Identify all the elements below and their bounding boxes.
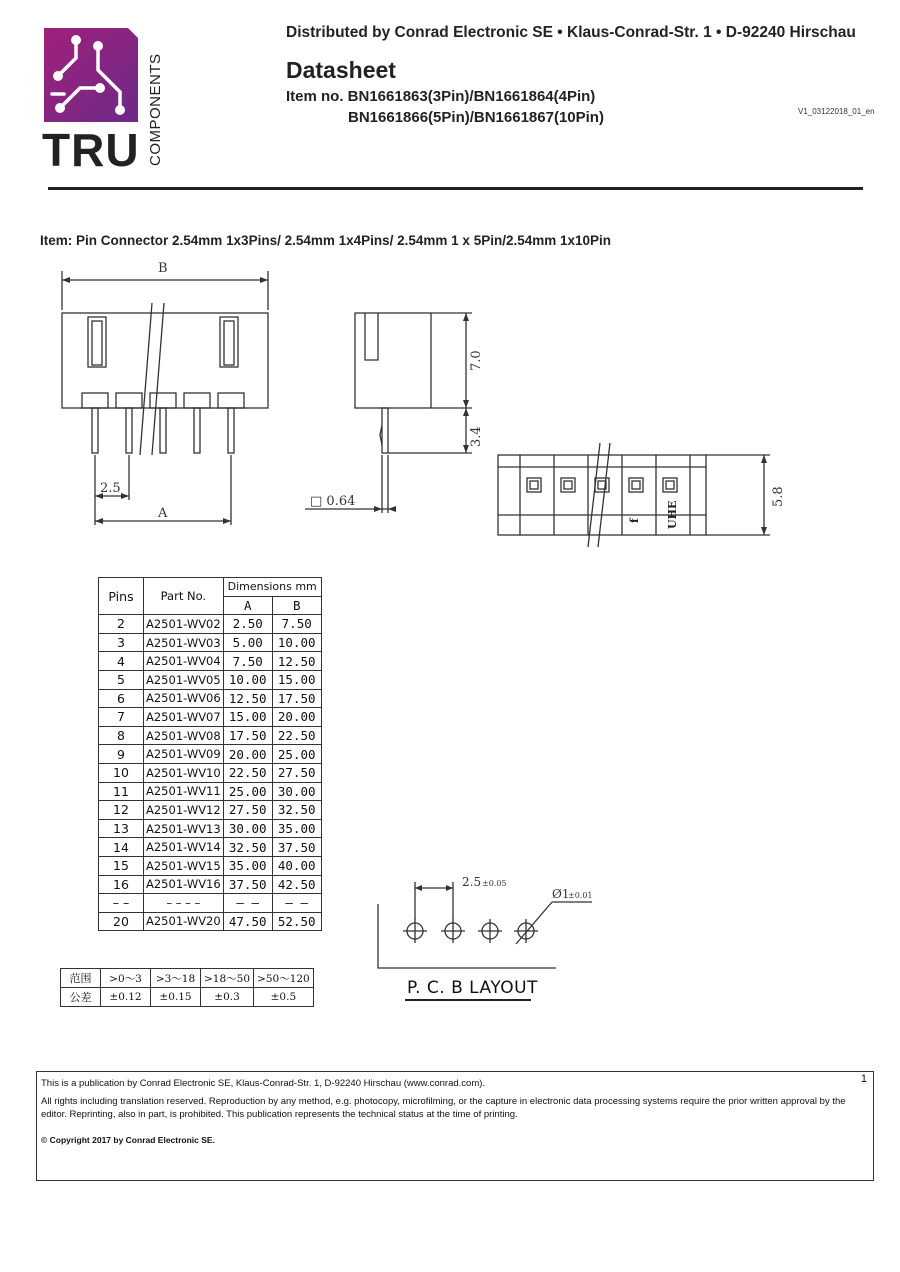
dim-a-cell: 25.00 — [223, 782, 272, 801]
table-row — [99, 745, 322, 764]
pcb-layout-label: P. C. B LAYOUT — [407, 978, 538, 998]
dim-b-cell: 10.00 — [272, 633, 321, 652]
table-row — [99, 708, 322, 727]
tru-components-logo — [40, 26, 175, 171]
dim-a-cell: 5.00 — [223, 633, 272, 652]
dim-b-cell: – – — [272, 894, 321, 913]
table-row — [99, 726, 322, 745]
dim-a-cell: 47.50 — [223, 912, 272, 931]
dim-b-cell: 30.00 — [272, 782, 321, 801]
dim-a-cell: 30.00 — [223, 819, 272, 838]
dim-b-label: B — [158, 261, 168, 276]
table-row — [99, 652, 322, 671]
pins-cell: 5 — [99, 670, 144, 689]
version-label: V1_03122018_01_en — [798, 107, 875, 116]
pcb-pitch-tolerance: ±0.05 — [482, 879, 507, 888]
dim-height-top-label: 7.0 — [469, 350, 484, 371]
rights-note: All rights including translation reserved. Reproduction by any method, e.g. photocopy, microfilming, or the capture in electronic data processing systems require the prior written approval by the editor. Reprinting, also in part, is prohibited. This publication represents the technical status at the time of printing. — [41, 1096, 846, 1120]
part-no-cell: A2501-WV16 — [144, 875, 224, 894]
dim-a-cell: 10.00 — [223, 670, 272, 689]
dim-b-cell: 27.50 — [272, 763, 321, 782]
pins-cell: 20 — [99, 912, 144, 931]
header-a: A — [223, 596, 272, 615]
dim-a-cell: 15.00 — [223, 708, 272, 727]
tolerance-value-row — [61, 988, 314, 1007]
publication-note: This is a publication by Conrad Electronic SE, Klaus-Conrad-Str. 1, D-92240 Hirschau (www.conrad.com). — [41, 1078, 486, 1089]
range-cell: >0～3 — [101, 969, 151, 988]
dim-b-cell: 22.50 — [272, 726, 321, 745]
pins-cell: 13 — [99, 819, 144, 838]
dim-b-cell: 37.50 — [272, 838, 321, 857]
dim-depth-label: 5.8 — [771, 486, 786, 507]
dim-b-cell: 15.00 — [272, 670, 321, 689]
pins-cell: 10 — [99, 763, 144, 782]
dim-a-cell: 32.50 — [223, 838, 272, 857]
range-cell: >3～18 — [151, 969, 201, 988]
table-row — [99, 801, 322, 820]
header-divider — [48, 187, 863, 190]
dim-b-cell: 7.50 — [272, 615, 321, 634]
dim-a-label: A — [158, 506, 168, 521]
part-no-cell: A2501-WV05 — [144, 670, 224, 689]
table-row — [99, 875, 322, 894]
header-part-no: Part No. — [144, 578, 224, 615]
dim-pitch-label: 2.5 — [100, 481, 121, 496]
tolerance-range-row — [61, 969, 314, 988]
part-no-cell: A2501-WV06 — [144, 689, 224, 708]
table-row — [99, 912, 322, 931]
table-row — [99, 763, 322, 782]
pcb-hole-tolerance: ±0.01 — [568, 891, 593, 900]
table-header-row — [99, 578, 322, 597]
tolerance-cell: ±0.3 — [201, 988, 254, 1007]
part-no-cell: A2501-WV15 — [144, 856, 224, 875]
pcb-hole-diameter: Ø1 — [552, 887, 570, 901]
pins-cell: 3 — [99, 633, 144, 652]
table-row — [99, 670, 322, 689]
table-row — [99, 633, 322, 652]
side-mark-f: f — [628, 518, 641, 523]
part-no-cell: A2501-WV13 — [144, 819, 224, 838]
dim-a-cell: 20.00 — [223, 745, 272, 764]
part-no-cell: A2501-WV03 — [144, 633, 224, 652]
dim-b-cell: 12.50 — [272, 652, 321, 671]
part-no-cell: A2501-WV08 — [144, 726, 224, 745]
pins-cell: 2 — [99, 615, 144, 634]
range-cell: >18～50 — [201, 969, 254, 988]
pins-cell: 12 — [99, 801, 144, 820]
dim-b-cell: 40.00 — [272, 856, 321, 875]
header-dimensions: Dimensions mm — [223, 578, 321, 597]
tolerance-cell: ±0.12 — [101, 988, 151, 1007]
dim-a-cell: 12.50 — [223, 689, 272, 708]
dim-a-cell: 37.50 — [223, 875, 272, 894]
dim-a-cell: 35.00 — [223, 856, 272, 875]
table-row — [99, 819, 322, 838]
dim-pin-size-label: □ 0.64 — [310, 494, 356, 509]
part-no-cell: A2501-WV02 — [144, 615, 224, 634]
pins-cell: 8 — [99, 726, 144, 745]
part-no-cell: A2501-WV09 — [144, 745, 224, 764]
side-mark-uhe: UHE — [666, 500, 679, 529]
header-b: B — [272, 596, 321, 615]
dim-a-cell: 27.50 — [223, 801, 272, 820]
range-label: 范围 — [61, 969, 101, 988]
logo-brand-text: TRU — [42, 124, 140, 171]
part-no-cell: – – – – — [144, 894, 224, 913]
dim-a-cell: 2.50 — [223, 615, 272, 634]
dim-b-cell: 17.50 — [272, 689, 321, 708]
part-no-cell: A2501-WV07 — [144, 708, 224, 727]
range-cell: >50～120 — [254, 969, 314, 988]
dimensions-table — [98, 577, 322, 931]
footer-box — [36, 1071, 874, 1181]
pins-cell: 15 — [99, 856, 144, 875]
tolerance-cell: ±0.5 — [254, 988, 314, 1007]
item-number-line-2: BN1661866(5Pin)/BN1661867(10Pin) — [348, 109, 604, 126]
pins-cell: 6 — [99, 689, 144, 708]
distributor-line: Distributed by Conrad Electronic SE • Klaus-Conrad-Str. 1 • D-92240 Hirschau — [286, 24, 856, 41]
table-row — [99, 838, 322, 857]
pins-cell: 11 — [99, 782, 144, 801]
dim-b-cell: 35.00 — [272, 819, 321, 838]
table-row — [99, 615, 322, 634]
pins-cell: 9 — [99, 745, 144, 764]
item-number-line-1: Item no. BN1661863(3Pin)/BN1661864(4Pin) — [286, 88, 596, 105]
part-no-cell: A2501-WV12 — [144, 801, 224, 820]
dim-b-cell: 25.00 — [272, 745, 321, 764]
page-number: 1 — [860, 1073, 867, 1085]
pins-cell: 16 — [99, 875, 144, 894]
dim-b-cell: 42.50 — [272, 875, 321, 894]
dim-a-cell: 22.50 — [223, 763, 272, 782]
dim-b-cell: 52.50 — [272, 912, 321, 931]
page-title: Datasheet — [286, 57, 396, 83]
dim-a-cell: 17.50 — [223, 726, 272, 745]
pins-cell: 7 — [99, 708, 144, 727]
pcb-pitch: 2.5 — [462, 875, 482, 889]
pins-cell: – – — [99, 894, 144, 913]
dim-a-cell: 7.50 — [223, 652, 272, 671]
dim-b-cell: 20.00 — [272, 708, 321, 727]
dim-a-cell: – – — [223, 894, 272, 913]
copyright-note: © Copyright 2017 by Conrad Electronic SE. — [41, 1135, 215, 1145]
table-row — [99, 782, 322, 801]
tolerance-cell: ±0.15 — [151, 988, 201, 1007]
dim-b-cell: 32.50 — [272, 801, 321, 820]
header-pins: Pins — [99, 578, 144, 615]
pins-cell: 4 — [99, 652, 144, 671]
pins-cell: 14 — [99, 838, 144, 857]
table-row — [99, 894, 322, 913]
dim-height-pin-label: 3.4 — [469, 426, 484, 447]
part-no-cell: A2501-WV10 — [144, 763, 224, 782]
tolerance-table — [60, 968, 314, 1007]
item-description: Item: Pin Connector 2.54mm 1x3Pins/ 2.54mm 1x4Pins/ 2.54mm 1 x 5Pin/2.54mm 1x10Pin — [40, 233, 612, 248]
pcb-label-underline — [405, 999, 531, 1001]
part-no-cell: A2501-WV14 — [144, 838, 224, 857]
table-row — [99, 856, 322, 875]
part-no-cell: A2501-WV04 — [144, 652, 224, 671]
connector-drawing — [40, 255, 840, 555]
logo-sub-text: COMPONENTS — [147, 53, 164, 166]
table-row — [99, 689, 322, 708]
part-no-cell: A2501-WV20 — [144, 912, 224, 931]
tolerance-label: 公差 — [61, 988, 101, 1007]
part-no-cell: A2501-WV11 — [144, 782, 224, 801]
